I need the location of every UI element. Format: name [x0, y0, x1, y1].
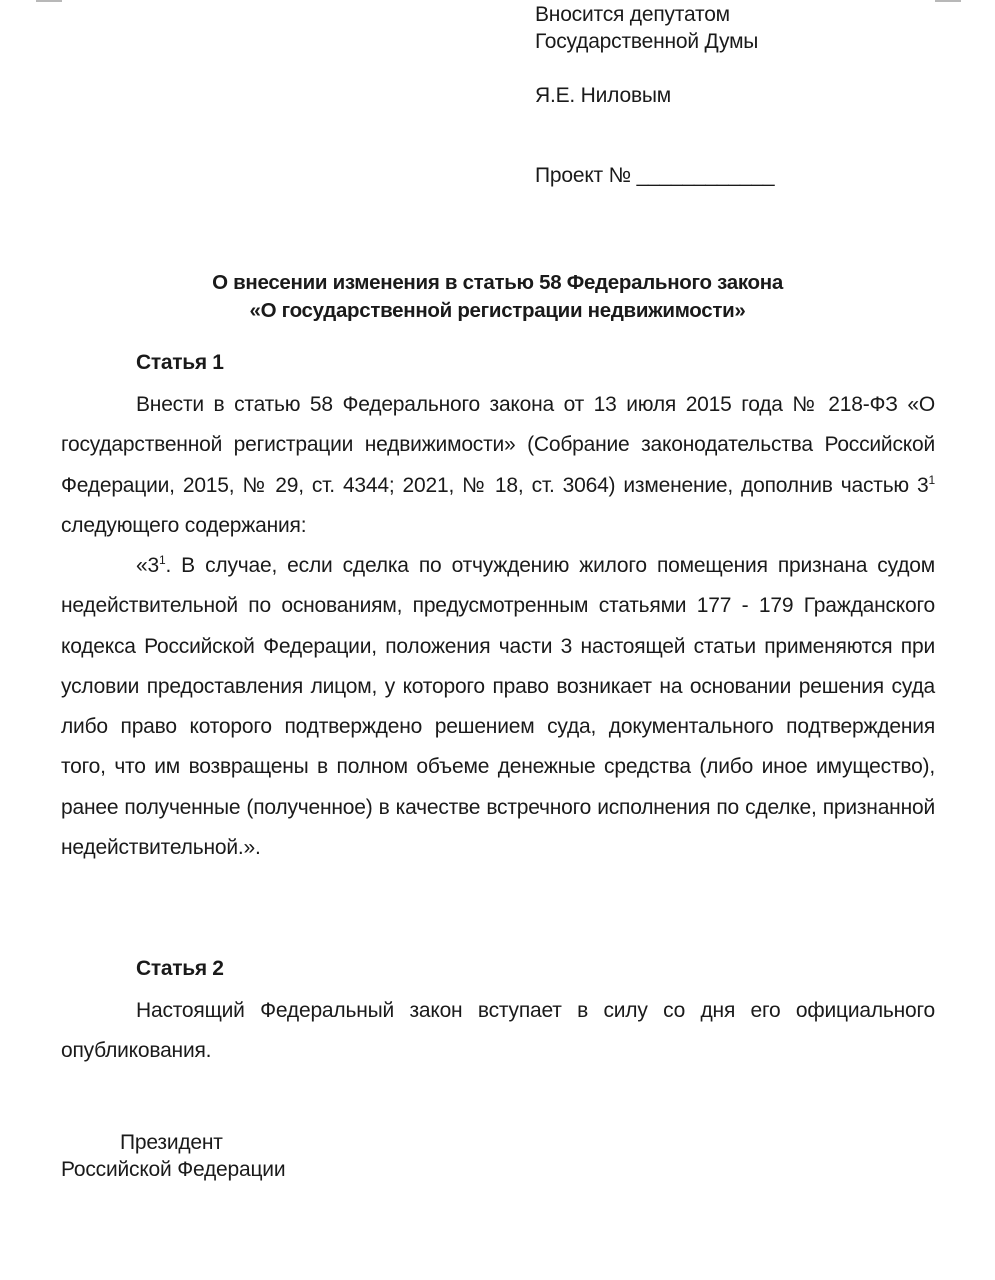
quote-text: . В случае, если сделка по отчуждению жилого помещения признана судом недействительной по основаниям, предусмотренным статьями 177 - 179 Гражданского кодекса Российской Федерации, положения части 3 настоящей статьи применяются при условии предоставления лицом, у которого право возникает на основании решения суда либо право которого подтверждено решением суда, документального подтверждения того, что им возвращены в полном объеме денежные средства (либо иное имущество), ранее полученные (полученное) в качестве встречного исполнения по сделке, признанной недействительной.». [61, 554, 935, 860]
article2-heading: Статья 2 [136, 957, 224, 980]
quote-sup: 1 [158, 553, 166, 567]
page-corner-mark-left [36, 0, 62, 2]
page-corner-mark-right [935, 0, 961, 2]
title-line2: «О государственной регистрации недвижимости» [249, 299, 746, 322]
project-number-blank: ____________ [636, 164, 775, 187]
article2-paragraph: Настоящий Федеральный закон вступает в силу со дня его официального опубликования. [61, 999, 935, 1063]
project-number-line [535, 163, 774, 189]
title-line1: О внесении изменения в статью 58 Федерального закона [212, 271, 783, 294]
deputy-name: Я.Е. Ниловым [535, 84, 672, 107]
article1-heading: Статья 1 [136, 351, 224, 374]
project-label: Проект № [535, 164, 631, 187]
article1-intro-text: Внести в статью 58 Федерального закона от 13 июля 2015 года № 218-ФЗ «О государственной регистрации недвижимости» (Собрание законодательства Российской Федерации, 2015, № 29, ст. 4344; 2021, № 18, ст. 3064) изменение, дополнив частью 3 [61, 393, 935, 497]
quote-open: «3 [136, 554, 159, 577]
signature-line1: Президент [120, 1131, 223, 1154]
article1-quoted-part [61, 546, 935, 868]
article1-intro-paragraph [61, 385, 935, 546]
introduced-by-line2: Государственной Думы [535, 30, 759, 53]
article1-intro-sup: 1 [928, 472, 935, 487]
signature-line2: Российской Федерации [61, 1158, 286, 1181]
introduced-by-line1: Вносится депутатом [535, 3, 730, 26]
article1-intro-tail: следующего содержания: [61, 513, 307, 537]
